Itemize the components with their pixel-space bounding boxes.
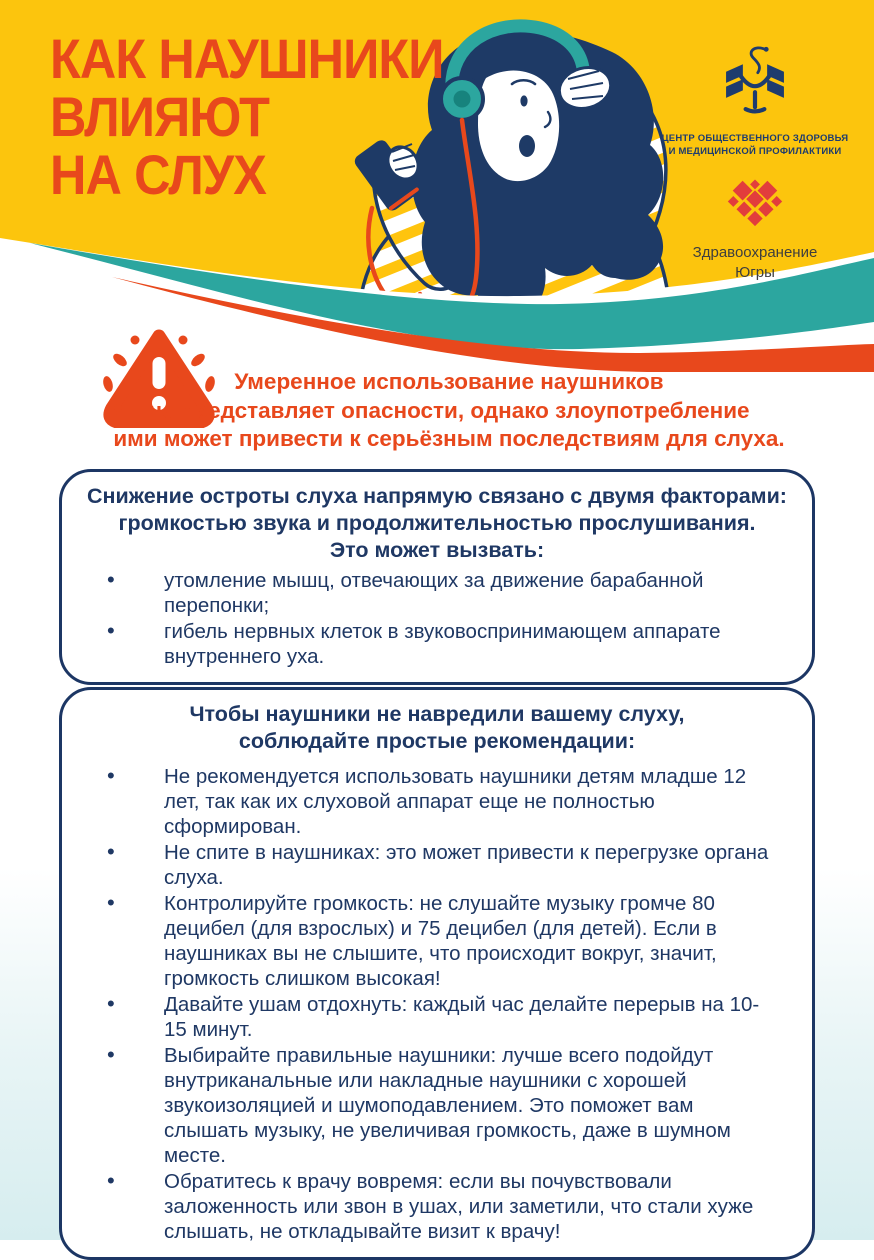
recommendations-box: [59, 687, 815, 1260]
list-item: • утомление мышц, отвечающих за движение барабанной перепонки;: [84, 568, 790, 618]
center-logo: [650, 40, 860, 158]
title-line: ВЛИЯЮТ: [50, 85, 270, 148]
list-item: • Давайте ушам отдохнуть: каждый час делайте перерыв на 10-15 минут.: [84, 992, 790, 1042]
list-item: • Обратитесь к врачу вовремя: если вы почувствовали заложенность или звон в ушах, или заметили, что стали хуже слышать, не откладывайте визит к врачу!: [84, 1169, 790, 1244]
warning-line: Умеренное использование наушников: [234, 369, 664, 394]
recommendations-heading: Чтобы наушники не навредили вашему слуху, соблюдайте простые рекомендации:: [189, 702, 685, 753]
hearing-factors-box: [59, 469, 815, 685]
center-logo-text: ЦЕНТР ОБЩЕСТВЕННОГО ЗДОРОВЬЯ И МЕДИЦИНСКОЙ ПРОФИЛАКТИКИ: [661, 133, 849, 157]
hygieia-cup-icon: [713, 40, 797, 124]
list-item: • Не рекомендуется использовать наушники детям младше 12 лет, так как их слуховой аппарат еще не полностью сформирован.: [84, 764, 790, 839]
factors-list: [84, 568, 790, 669]
list-item: • Выбирайте правильные наушники: лучше всего подойдут внутриканальные или накладные наушники с хорошей звукоизоляцией и шумоподавлением. Это поможет вам слышать музыку, не увеличивая громкость, даже в шумном месте.: [84, 1043, 790, 1168]
warning-line: ими может привести к серьёзным последствиям для слуха.: [113, 426, 785, 451]
factors-heading: Снижение остроты слуха напрямую связано с двумя факторами: громкостью звука и продолжительностью прослушивания. Это может вызвать:: [87, 484, 787, 562]
list-item: • Контролируйте громкость: не слушайте музыку громче 80 децибел (для взрослых) и 75 децибел (для детей). Если в наушниках вы не слышите, что происходит вокруг, значит, громкость слишком высокая!: [84, 891, 790, 991]
recommendations-list: [84, 764, 790, 1244]
title-line: НА СЛУХ: [50, 143, 266, 206]
poster-title: [50, 27, 444, 206]
list-item: • Не спите в наушниках: это может привести к перегрузке органа слуха.: [84, 840, 790, 890]
list-item: • гибель нервных клеток в звуковоспринимающем аппарате внутреннего уха.: [84, 619, 790, 669]
title-line: КАК НАУШНИКИ: [50, 27, 444, 90]
warning-section: [0, 322, 874, 472]
warning-text: [78, 368, 820, 454]
warning-line: не представляет опасности, однако злоупотребление: [148, 397, 750, 423]
ugra-health-logo: [650, 174, 860, 283]
ugra-logo-text: Здравоохранение Югры: [692, 244, 818, 281]
heart-logo-icon: [724, 174, 786, 232]
logos: [650, 40, 860, 283]
